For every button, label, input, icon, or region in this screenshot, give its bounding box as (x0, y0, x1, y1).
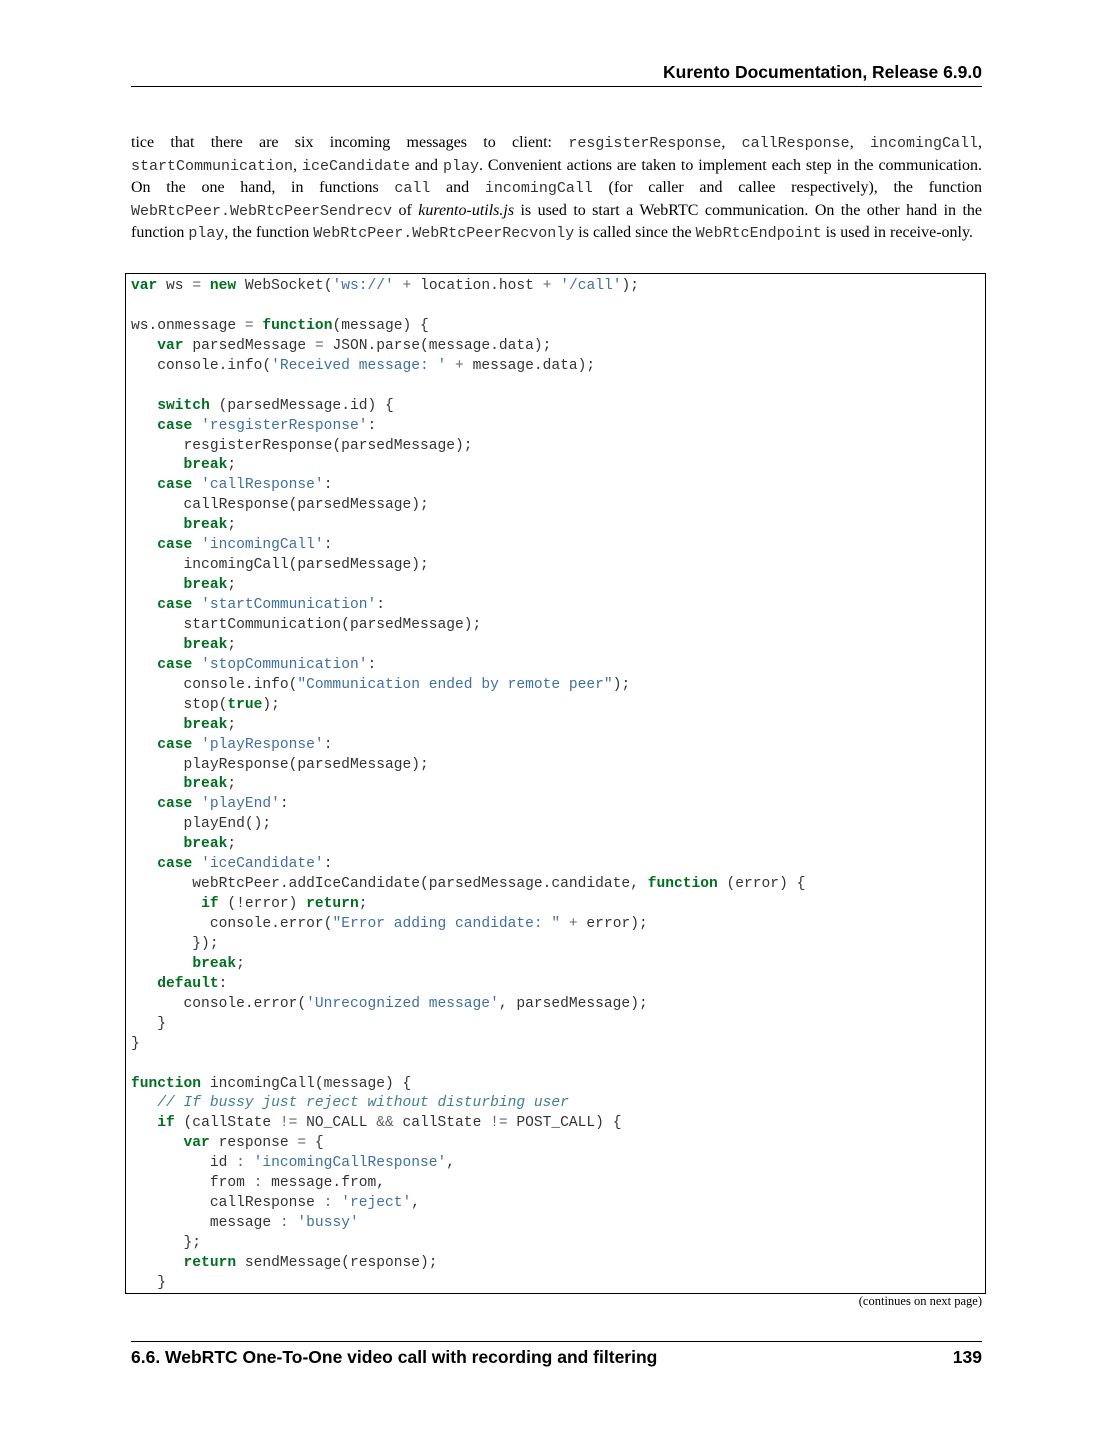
code-text (131, 1095, 157, 1111)
code-operator: + (542, 278, 552, 294)
code-text: , (446, 1155, 456, 1172)
code-text (551, 278, 560, 294)
code-text (131, 956, 192, 972)
code-text (131, 717, 184, 733)
code-line (131, 736, 805, 756)
code-text (131, 418, 157, 434)
code-line (131, 556, 805, 576)
code-text: message.from, (262, 1175, 385, 1192)
text-run: tice that there are six incoming messages to client: (131, 134, 569, 151)
code-line (131, 835, 805, 855)
code-line (131, 1094, 805, 1114)
code-line (131, 616, 805, 636)
code-keyword: break (183, 517, 228, 534)
code-text: (message) { (332, 317, 429, 334)
code-line (131, 716, 805, 736)
code-text: incomingCall(parsedMessage); (131, 557, 429, 574)
continues-note: (continues on next page) (858, 1294, 982, 1308)
code-text: stop( (131, 696, 228, 713)
code-text (131, 976, 157, 992)
code-text: : (367, 417, 377, 434)
code-text: console.error( (131, 995, 307, 1012)
code-line (131, 636, 805, 656)
text-run: and (410, 156, 443, 174)
code-keyword: function (131, 1075, 202, 1092)
code-text: ; (227, 776, 237, 793)
code-string: 'iceCandidate' (201, 856, 324, 873)
code-line (131, 277, 805, 297)
code-line (131, 536, 805, 556)
code-text: JSON.parse(message.data); (323, 337, 552, 354)
code-keyword: var (157, 337, 184, 354)
code-text (192, 856, 201, 872)
code-line (131, 1234, 805, 1254)
code-operator: + (402, 278, 412, 294)
code-line (131, 437, 805, 457)
code-text (192, 597, 201, 613)
code-text: from (131, 1175, 254, 1192)
code-text: }); (131, 935, 219, 952)
code-text (131, 836, 184, 852)
code-text (131, 537, 157, 553)
code-string: "Error adding candidate: " (332, 916, 561, 932)
code-operator: : (236, 1155, 245, 1172)
code-line (131, 656, 805, 676)
code-line (131, 975, 805, 995)
code-text (131, 517, 184, 533)
text-run: . Convenient actions are taken to implement each step in the communication. On the one hand, in functions (131, 156, 982, 197)
text-run: is used to start a WebRTC communication. On the other hand in the function (131, 201, 983, 242)
code-text: , parsedMessage); (498, 995, 648, 1012)
code-string: 'stopCommunication' (201, 656, 368, 673)
code-text (192, 477, 201, 493)
inline-code: iceCandidate (301, 157, 410, 175)
code-text (131, 796, 157, 812)
code-operator: && (376, 1115, 394, 1132)
inline-code: play (442, 157, 479, 175)
code-keyword: break (183, 636, 228, 653)
code-string: 'incomingCallResponse' (253, 1155, 447, 1172)
code-text (560, 916, 569, 932)
code-operator: = (244, 317, 254, 334)
code-string: 'ws://' (332, 278, 394, 294)
code-text: ); (612, 676, 631, 693)
text-run: , (721, 134, 742, 151)
code-operator: != (490, 1115, 508, 1132)
code-text: } (131, 1035, 140, 1052)
code-text (131, 896, 201, 912)
inline-code: WebRtcEndpoint (695, 225, 822, 243)
code-text: ); (262, 696, 280, 713)
code-text: webRtcPeer.addIceCandidate(parsedMessage.candidate, (131, 876, 648, 893)
code-operator: = (297, 1135, 307, 1152)
text-run: , (849, 134, 870, 151)
code-line (131, 995, 805, 1015)
code-text: startCommunication(parsedMessage); (131, 616, 482, 633)
text-run: , the function (224, 224, 314, 242)
code-line (131, 915, 805, 935)
running-header-title: Kurento Documentation, Release 6.9.0 (663, 62, 982, 82)
page-number: 139 (952, 1347, 982, 1367)
code-keyword: case (157, 656, 193, 673)
code-text: ws.onmessage (131, 317, 245, 334)
code-line (131, 935, 805, 955)
code-keyword: break (183, 836, 228, 853)
code-keyword: break (183, 457, 228, 474)
code-line (131, 357, 805, 377)
code-text: : (323, 856, 333, 873)
code-text (131, 477, 157, 493)
code-keyword: case (157, 537, 193, 554)
code-keyword: case (157, 796, 193, 813)
code-line (131, 1154, 805, 1174)
code-text: ; (227, 577, 237, 594)
code-keyword: true (227, 696, 263, 713)
code-string: "Communication ended by remote peer" (297, 676, 613, 693)
code-string: 'incomingCall' (201, 537, 324, 554)
code-text (394, 278, 403, 294)
code-text (131, 657, 157, 673)
inline-code: incomingCall (870, 135, 979, 152)
inline-code: play (188, 225, 225, 243)
code-keyword: break (183, 776, 228, 793)
code-keyword: new (209, 278, 237, 294)
code-line (131, 417, 805, 437)
code-keyword: case (157, 417, 193, 434)
code-line (131, 955, 805, 975)
code-text: : (279, 796, 289, 813)
inline-code: WebRtcPeer.WebRtcPeerSendrecv (131, 202, 393, 220)
code-line (131, 1254, 805, 1274)
intro-paragraph (131, 132, 982, 245)
code-text: console.error( (131, 916, 333, 932)
code-text (131, 776, 184, 792)
code-string: 'Received message: ' (271, 357, 447, 374)
code-text (446, 358, 455, 374)
code-text (131, 1135, 184, 1151)
footer-section-title: 6.6. WebRTC One-To-One video call with recording and filtering (131, 1347, 658, 1367)
code-text: error); (577, 916, 648, 932)
code-text: console.info( (131, 676, 298, 693)
code-text (131, 597, 157, 613)
code-text: id (131, 1155, 237, 1172)
code-text: location.host (411, 278, 543, 294)
code-string: '/call' (560, 278, 622, 294)
code-text: : (218, 975, 228, 992)
code-text: WebSocket( (236, 278, 333, 294)
code-block (125, 273, 986, 1294)
code-string: 'resgisterResponse' (201, 417, 368, 434)
code-text: : (323, 736, 333, 753)
code-text: ; (227, 517, 237, 534)
code-line (131, 696, 805, 716)
code-text: : (323, 477, 333, 494)
code-text: playResponse(parsedMessage); (131, 756, 429, 773)
code-text: callState (393, 1115, 491, 1132)
code-line (131, 875, 805, 895)
code-keyword: function (262, 317, 333, 334)
code-text: } (131, 1015, 167, 1032)
code-text: : (323, 537, 333, 554)
code-text: message (131, 1215, 280, 1232)
text-run: is called since the (574, 224, 696, 242)
code-line (131, 397, 805, 417)
code-text: ws (157, 278, 193, 294)
code-text (131, 637, 184, 653)
code-operator: + (568, 916, 578, 932)
text-run: , (293, 156, 302, 174)
code-line (131, 756, 805, 776)
code-keyword: case (157, 856, 193, 873)
code-text: } (131, 1274, 167, 1291)
code-text (332, 1195, 341, 1211)
code-keyword: if (157, 1115, 175, 1132)
code-text: : (367, 656, 377, 673)
code-operator: : (279, 1215, 289, 1232)
code-keyword: function (647, 876, 718, 893)
code-text (131, 1115, 157, 1131)
code-keyword: if (201, 896, 219, 913)
code-text: ; (227, 716, 237, 733)
inline-code: WebRtcPeer.WebRtcPeerRecvonly (313, 225, 575, 243)
code-keyword: default (157, 975, 219, 992)
code-text (192, 537, 201, 553)
code-text (245, 1155, 254, 1171)
code-line (131, 496, 805, 516)
code-line (131, 775, 805, 795)
code-text (131, 1255, 184, 1271)
code-text: ; (227, 836, 237, 853)
code-string: 'startCommunication' (201, 597, 377, 613)
code-line (131, 317, 805, 337)
code-keyword: switch (157, 397, 210, 414)
code-line (131, 596, 805, 616)
code-operator: = (314, 337, 324, 354)
code-text: callResponse (131, 1195, 324, 1212)
code-text: (callState (174, 1115, 280, 1132)
inline-code: incomingCall (484, 180, 593, 198)
code-operator: : (323, 1195, 333, 1212)
code-line (131, 337, 805, 357)
code-line (131, 676, 805, 696)
code-text: callResponse(parsedMessage); (131, 497, 429, 514)
code-keyword: break (192, 955, 237, 972)
code-string: 'playResponse' (201, 736, 324, 753)
code-line (131, 456, 805, 476)
code-keyword: break (183, 577, 228, 594)
code-line (131, 1075, 805, 1095)
code-operator: : (253, 1175, 263, 1192)
code-string: 'reject' (341, 1195, 412, 1212)
inline-code: resgisterResponse (568, 135, 722, 152)
code-keyword: break (183, 716, 228, 733)
code-text: sendMessage(response); (236, 1254, 438, 1271)
code-line (131, 576, 805, 596)
code-line (131, 895, 805, 915)
code-operator: = (192, 278, 202, 294)
code-string: 'Unrecognized message' (306, 995, 499, 1012)
code-text: (!error) (218, 896, 307, 913)
code-text (192, 737, 201, 753)
text-run: , (978, 134, 983, 151)
code-comment: // If bussy just reject without disturbing user (157, 1095, 569, 1112)
code-text (192, 657, 201, 673)
code-line (131, 516, 805, 536)
code-line (131, 795, 805, 815)
code-line (131, 1015, 805, 1035)
code-keyword: case (157, 477, 193, 494)
code-line (131, 1035, 805, 1055)
code-operator: + (455, 357, 464, 374)
code-string: 'bussy' (297, 1215, 359, 1232)
code-text (131, 737, 157, 753)
code-text: ; (236, 955, 245, 972)
code-listing (131, 277, 805, 1294)
code-text: parsedMessage (183, 337, 315, 354)
code-text: NO_CALL (297, 1115, 377, 1132)
code-text (131, 338, 157, 354)
code-line (131, 815, 805, 835)
code-keyword: var (183, 1135, 210, 1152)
text-run: (for caller and callee respectively), the function (592, 179, 983, 197)
emphasis-text: kurento-utils.js (418, 201, 515, 219)
code-text (131, 398, 157, 414)
text-run: and (430, 179, 485, 197)
code-text: ; (227, 457, 237, 474)
code-line (131, 855, 805, 875)
code-text (131, 457, 184, 473)
code-line (131, 1134, 805, 1154)
code-text: ); (621, 278, 640, 294)
code-text: { (306, 1135, 324, 1152)
code-text (131, 577, 184, 593)
code-line (131, 377, 805, 397)
code-text: }; (131, 1235, 202, 1251)
code-text: ; (227, 636, 237, 653)
code-line (131, 476, 805, 496)
inline-code: startCommunication (131, 157, 294, 175)
code-text: , (411, 1195, 421, 1212)
code-string: 'playEnd' (201, 796, 280, 813)
code-text (192, 418, 201, 434)
code-keyword: return (183, 1254, 237, 1271)
code-line (131, 297, 805, 317)
code-text: message.data); (463, 357, 596, 374)
code-text (131, 856, 157, 872)
code-keyword: case (157, 597, 193, 613)
code-line (131, 1194, 805, 1214)
inline-code: callResponse (741, 135, 850, 152)
text-run: is used in receive-only. (821, 224, 973, 242)
code-text: POST_CALL) { (507, 1115, 622, 1132)
footer-divider (131, 1341, 982, 1342)
code-text: console.info( (131, 357, 272, 374)
code-text: ; (358, 896, 368, 913)
code-text: response (209, 1135, 298, 1152)
code-line (131, 1114, 805, 1134)
code-string: 'callResponse' (201, 477, 324, 494)
code-line (131, 1174, 805, 1194)
code-text: incomingCall(message) { (201, 1075, 412, 1092)
code-text (192, 796, 201, 812)
code-keyword: var (131, 278, 158, 294)
code-keyword: case (157, 736, 193, 753)
inline-code: call (394, 180, 431, 198)
code-text: : (376, 597, 385, 613)
header-divider (131, 86, 982, 87)
text-run: of (392, 201, 419, 219)
code-text: playEnd(); (131, 816, 272, 833)
code-operator: != (279, 1115, 298, 1132)
code-text: resgisterResponse(parsedMessage); (131, 437, 473, 454)
code-text: (parsedMessage.id) { (209, 397, 394, 414)
code-line (131, 1274, 805, 1294)
code-keyword: return (306, 896, 359, 913)
code-text: (error) { (717, 876, 806, 893)
code-text (201, 278, 210, 294)
code-line (131, 1055, 805, 1075)
code-line (131, 1214, 805, 1234)
